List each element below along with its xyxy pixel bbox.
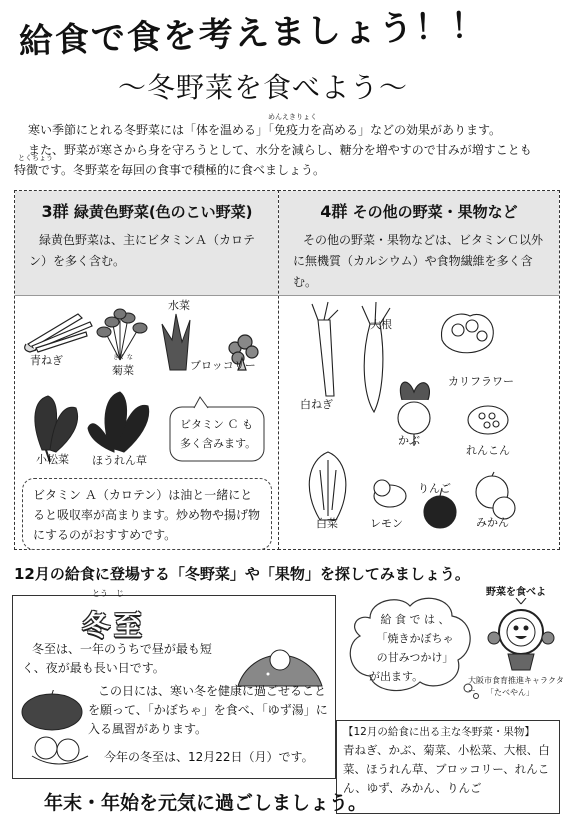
veg-list-text: 青ねぎ、かぶ、菊菜、小松菜、大根、白菜、ほうれん草、ブロッコリー、れんこん、ゆず、みかん、りんご <box>343 743 550 795</box>
label-shungiku: 菊菜 <box>112 364 134 377</box>
group4-name: その他の野菜・果物など <box>352 203 518 221</box>
label-shironegi: 白ねぎ <box>300 398 333 411</box>
intro-line-2: また、野菜が寒さから身を守ろうとして、水分を減らし、糖分を増やすので甘みが増すことも <box>28 143 532 157</box>
group3-desc: 緑黄色野菜は、主にビタミンＡ（カロテン）を多く含む。 <box>29 233 256 268</box>
carotene-note: ビタミン Ａ（カロテン）は油と一緒にとると吸収率が高まります。炒め物や揚げ物にするのがおすすめです。 <box>22 478 272 550</box>
ruby-tokucho: とくちょう <box>18 154 53 162</box>
label-mizuna: 水菜 <box>168 299 190 312</box>
label-horenso: ほうれん草 <box>92 454 147 467</box>
mascot-heading: 野菜を食べよ <box>486 587 546 598</box>
mascot-caption-1: 大阪市食育推進キャラクター <box>468 676 564 695</box>
ruby-meneki: めんえきりょく <box>268 113 317 121</box>
touji-para-3: 今年の冬至は、12月22日（月）です。 <box>104 750 314 764</box>
tabeyan-mascot-icon <box>486 598 556 674</box>
page-subtitle: ～冬野菜を食べよう～ <box>118 71 409 104</box>
footer-message: 年末・年始を元気に過ごしましょう。 <box>44 792 368 814</box>
intro-line-1: 寒い季節にとれる冬野菜には「体を温める」「免疫力を高める」などの効果があります。 <box>28 123 502 137</box>
group4-title <box>279 191 559 222</box>
vitamin-c-bubble <box>180 415 256 453</box>
label-komatsuna: 小松菜 <box>36 453 69 466</box>
cloud-line-2: 「焼きかぼちゃ <box>376 632 454 645</box>
cloud-line-3: の甘みつかけ」 <box>376 651 454 664</box>
group3-number: 3群 <box>41 202 69 221</box>
page-title: 給食で食を考えましょう！！ <box>18 5 488 62</box>
mascot-caption-2: 「たべやん」 <box>486 688 534 697</box>
bubble-line-2: 多く含みます。 <box>180 437 257 450</box>
group4-header <box>279 191 559 296</box>
mikan-icon <box>476 472 515 519</box>
bubble-line-1: ビタミン Ｃ も <box>180 418 253 431</box>
label-negi: 青ねぎ <box>30 354 63 367</box>
veg-list-title: 【12月の給食に出る主な冬野菜・果物】 <box>343 726 535 738</box>
label-kabu: かぶ <box>398 434 420 447</box>
lemon-icon <box>374 480 406 507</box>
label-mikan: みかん <box>476 516 509 529</box>
label-daikon: 大根 <box>370 318 392 331</box>
shironegi-icon <box>312 302 338 396</box>
intro-line-3: 特徴です。冬野菜を毎回の食事で積極的に食べましょう。 <box>14 163 326 177</box>
touji-para-2: この日には、寒い冬を健康に過ごせることを願って、「かぼちゃ」を食べ、「ゆず湯」に入る風習があります。 <box>88 684 328 736</box>
cloud-text <box>363 610 467 686</box>
negi-icon <box>25 314 92 352</box>
label-ringo: りんご <box>418 482 451 495</box>
cauliflower-icon <box>441 314 493 353</box>
group3-header <box>15 191 279 296</box>
label-lemon: レモン <box>370 517 403 530</box>
search-instruction: 12月の給食に登場する「冬野菜」や「果物」を探してみましょう。 <box>14 565 470 583</box>
horenso-icon <box>88 392 149 452</box>
label-cauliflower: カリフラワー <box>448 375 514 388</box>
mizuna-icon <box>162 314 190 370</box>
renkon-icon <box>468 406 508 434</box>
group4-desc: その他の野菜・果物などは、ビタミンＣ以外に無機質（カルシウム）や食物繊維を多く含む。 <box>293 233 544 289</box>
touji-ruby: とう じ <box>92 589 124 598</box>
label-broccoli: ブロッコリー <box>190 359 256 372</box>
cloud-line-4: が出ます。 <box>369 670 424 683</box>
group3-name: 緑黄色野菜(色のこい野菜) <box>73 203 253 221</box>
touji-para-1: 冬至は、一年のうちで昼が最も短く、夜が最も長い日です。 <box>22 642 212 675</box>
intro-text <box>14 120 559 180</box>
hakusai-icon <box>309 452 346 520</box>
label-renkon: れんこん <box>466 444 510 457</box>
group3-title <box>15 191 279 222</box>
label-hakusai: 白菜 <box>316 517 338 530</box>
group4-illustrations <box>282 300 554 540</box>
touji-title: 冬至 <box>82 609 147 642</box>
night-sky-icon <box>234 620 326 690</box>
group4-number: 4群 <box>320 202 348 221</box>
ruby-shungiku: きく な <box>113 354 133 361</box>
december-veg-list <box>336 720 560 814</box>
kabocha-yuzu-icon <box>18 690 96 770</box>
cloud-line-1: 給 食 で は 、 <box>380 613 450 626</box>
